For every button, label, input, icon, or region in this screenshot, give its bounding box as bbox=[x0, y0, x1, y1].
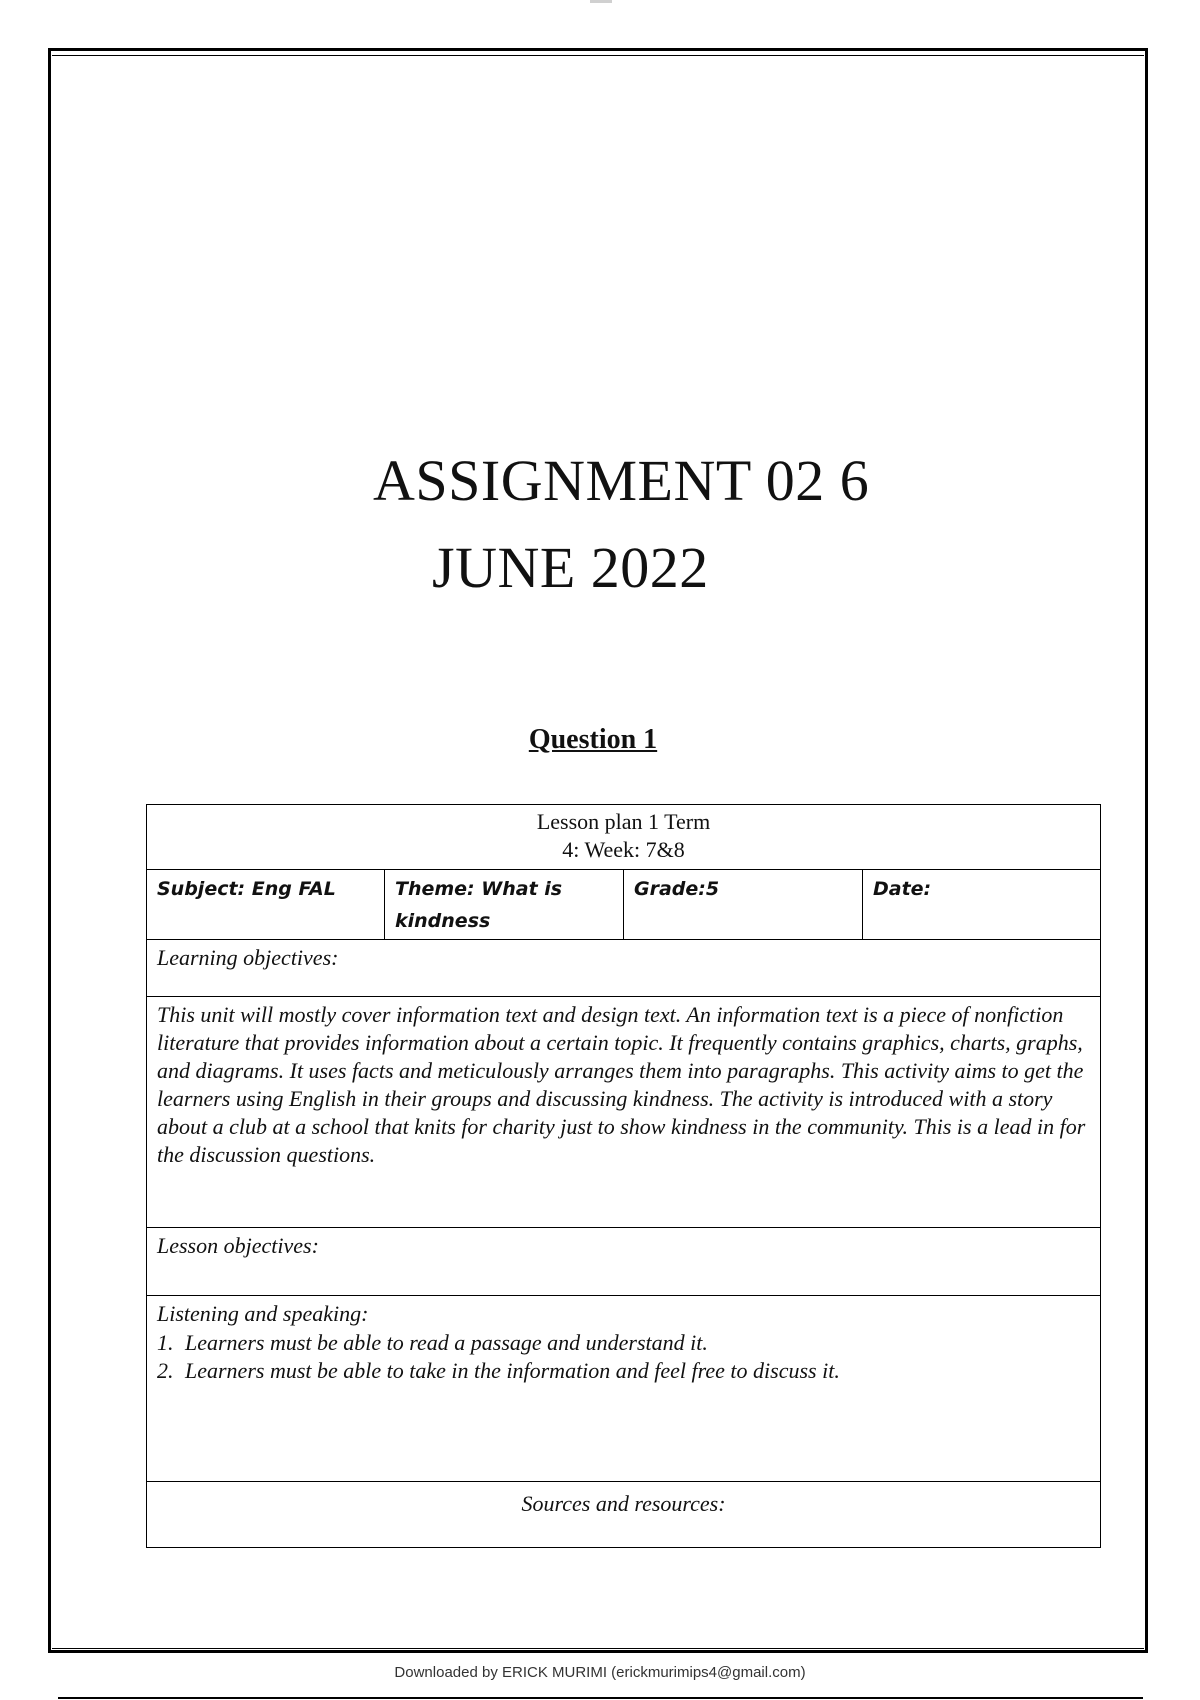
sources-row bbox=[147, 1482, 1101, 1548]
date-cell: Date: bbox=[863, 870, 1101, 940]
lesson-objectives-label: Lesson objectives: bbox=[147, 1228, 1101, 1296]
list-item-text: Learners must be able to read a passage and understand it. bbox=[185, 1330, 708, 1355]
lesson-plan-header-line1: Lesson plan 1 Term bbox=[536, 809, 711, 834]
listening-speaking-list bbox=[157, 1329, 1090, 1385]
list-item bbox=[157, 1329, 1090, 1357]
listening-speaking-label: Listening and speaking: bbox=[157, 1301, 369, 1326]
list-item-text: Learners must be able to take in the information and feel free to discuss it. bbox=[185, 1358, 840, 1383]
learning-objectives-label-row bbox=[147, 940, 1101, 997]
learning-objectives-label: Learning objectives: bbox=[147, 940, 1101, 997]
lesson-plan-header-row bbox=[147, 805, 1101, 870]
list-item-number: 2. bbox=[157, 1358, 174, 1383]
list-item bbox=[157, 1357, 1090, 1385]
question-heading: Question 1 bbox=[528, 724, 658, 755]
lesson-plan-header-line2: 4: Week: 7&8 bbox=[562, 837, 685, 862]
page-top-mark bbox=[590, 0, 612, 3]
lesson-plan-header bbox=[147, 805, 1101, 870]
assignment-date: JUNE 2022 bbox=[432, 535, 709, 600]
footer-rule bbox=[58, 1697, 1143, 1699]
lesson-plan-meta-row bbox=[147, 870, 1101, 940]
learning-objectives-text: This unit will mostly cover information text and design text. An information text is a piece of nonfiction literature that provides information about a certain topic. It frequently contains graphics, charts, graphs, and diagrams. It uses facts and meticulously arranges them into paragraphs. This activity aims to get the learners using English in their groups and discussing kindness. The activity is introduced with a story about a club at a school that knits for charity just to show kindness in the community. This is a lead in for the discussion questions. bbox=[147, 997, 1101, 1228]
subject-cell: Subject: Eng FAL bbox=[147, 870, 385, 940]
list-item-number: 1. bbox=[157, 1330, 174, 1355]
lesson-objectives-label-row bbox=[147, 1228, 1101, 1296]
learning-objectives-text-row bbox=[147, 997, 1101, 1228]
lesson-plan-table bbox=[146, 804, 1101, 1548]
theme-cell: Theme: What is kindness bbox=[385, 870, 624, 940]
sources-label: Sources and resources: bbox=[147, 1482, 1101, 1548]
listening-speaking-cell bbox=[147, 1296, 1101, 1482]
download-footer: Downloaded by ERICK MURIMI (erickmurimips4@gmail.com) bbox=[394, 1664, 806, 1681]
listening-speaking-row bbox=[147, 1296, 1101, 1482]
grade-cell: Grade:5 bbox=[624, 870, 863, 940]
assignment-title: ASSIGNMENT 02 6 bbox=[373, 448, 870, 513]
